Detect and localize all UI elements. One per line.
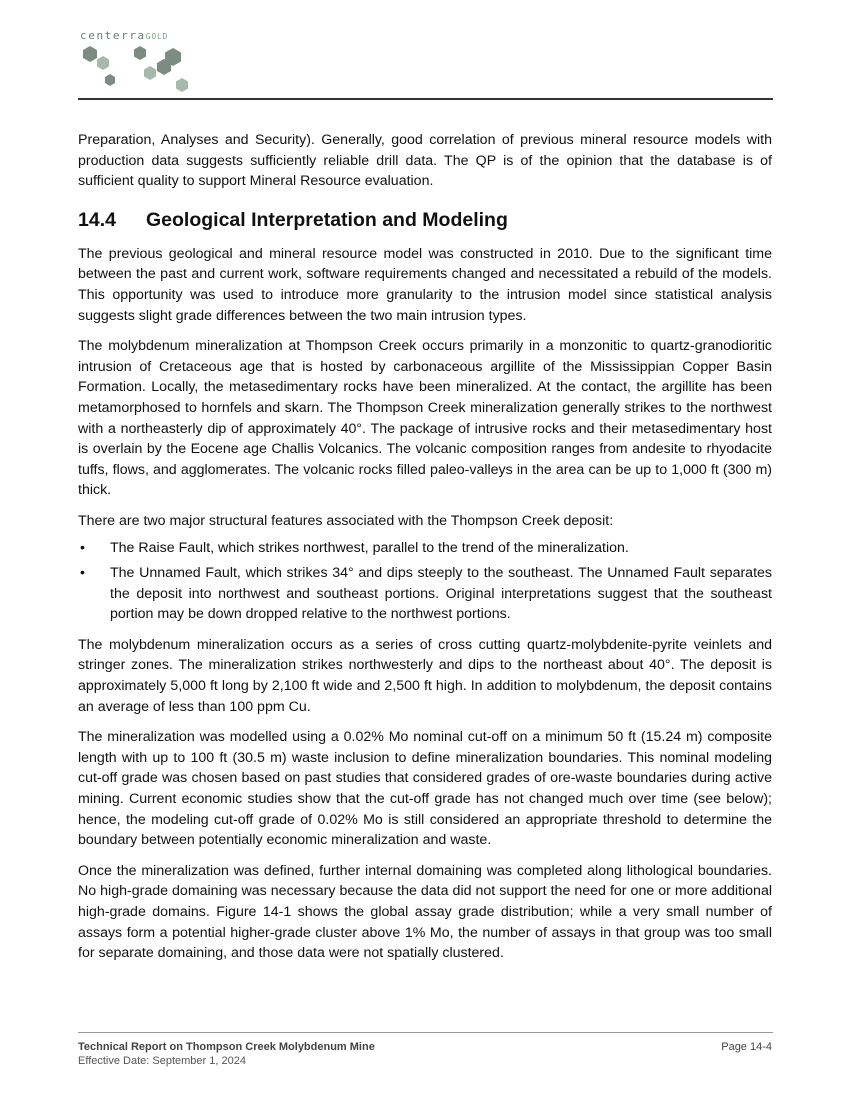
list-item [78, 563, 772, 625]
page-header [78, 28, 772, 100]
structural-features-list [78, 538, 772, 625]
logo-hex [176, 78, 188, 92]
document-body [78, 130, 772, 974]
page-footer [78, 1040, 772, 1068]
logo-hex [144, 66, 156, 80]
section-title: Geological Interpretation and Modeling [146, 208, 508, 231]
report-title: Technical Report on Thompson Creek Molybdenum Mine [78, 1041, 375, 1053]
footer-divider [78, 1032, 773, 1033]
logo-hex [83, 46, 97, 62]
logo-word: centerra [80, 29, 146, 42]
paragraph-veinlets: The molybdenum mineralization occurs as a series of cross cutting quartz-molybdenite-pyrite veinlets and stringer zones. The mineralization strikes northwesterly and dips to the northeast about 40°. The deposit is approximately 5,000 ft long by 2,100 ft wide and 2,500 ft high. In addition to molybdenum, the deposit contains an average of less than 100 ppm Cu. [78, 636, 772, 715]
list-item-text: The Unnamed Fault, which strikes 34° and dips steeply to the southeast. The Unnamed Fault separates the deposit into northwest and southeast portions. Original interpretations suggest that the southeast portion may be down dropped relative to the northwest portions. [110, 565, 772, 623]
list-item [78, 538, 772, 559]
logo-hexagon-icon [78, 44, 198, 94]
paragraph-cutoff: The mineralization was modelled using a 0.02% Mo nominal cut-off on a minimum 50 ft (15.24 m) composite length with up to 100 ft (30.5 m) waste inclusion to define mineralization boundaries. This nominal modeling cut-off grade was chosen based on past studies that considered grades of ore-waste boundaries during active mining. Current economic studies show that the cut-off grade has not changed much over time (see below); hence, the modeling cut-off grade of 0.02% Mo is still considered an appropriate threshold to determine the boundary between potentially economic mineralization and waste. [78, 729, 772, 849]
paragraph-structural-intro: There are two major structural features associated with the Thompson Creek deposit: [78, 512, 614, 529]
list-item-text: The Raise Fault, which strikes northwest, parallel to the trend of the mineralization. [110, 539, 629, 556]
page-number: Page 14-4 [721, 1041, 772, 1053]
header-divider [78, 98, 773, 100]
bullet-icon: • [80, 539, 85, 556]
paragraph-domaining: Once the mineralization was defined, further internal domaining was completed along lithological boundaries. No high-grade domaining was necessary because the data did not support the need for one or more additional high-grade domains. Figure 14-1 shows the global assay grade distribution; while a very small number of assays form a potential higher-grade cluster above 1% Mo, the number of assays in that group was too small for separate domaining, and those data were not spatially clustered. [78, 862, 772, 962]
logo-suffix: GOLD [145, 32, 169, 41]
logo-hex [105, 74, 115, 86]
logo-hex [134, 46, 146, 60]
section-heading [78, 208, 772, 232]
effective-date: Effective Date: September 1, 2024 [78, 1055, 246, 1067]
logo-hex [97, 56, 109, 70]
paragraph-model-history: The previous geological and mineral resource model was constructed in 2010. Due to the significant time between the past and current work, software requirements changed and necessitated a rebuild of the models. This opportunity was used to introduce more granularity to the intrusion model since statistical analysis suggests slight grade differences between the two main intrusion types. [78, 245, 772, 324]
intro-paragraph: Preparation, Analyses and Security). Generally, good correlation of previous mineral resource models with production data suggests sufficiently reliable drill data. The QP is of the opinion that the database is of sufficient quality to support Mineral Resource evaluation. [78, 132, 772, 190]
paragraph-mineralization-geology: The molybdenum mineralization at Thompson Creek occurs primarily in a monzonitic to quartz-granodioritic intrusion of Cretaceous age that is hosted by carbonaceous argillite of the Mississippian Copper Basin Formation. Locally, the metasedimentary rocks have been mineralized. At the contact, the argillite has been metamorphosed to hornfels and skarn. The Thompson Creek mineralization generally strikes to the northwest with a northeasterly dip of approximately 40°. The package of intrusive rocks and their metasedimentary host is overlain by the Eocene age Challis Volcanics. The volcanic composition ranges from andesite to rhyodacite tuffs, flows, and agglomerates. The volcanic rocks filled paleo-valleys in the area can be up to 1,000 ft (300 m) thick. [78, 338, 772, 499]
company-logo-wordmark [80, 29, 168, 42]
section-number: 14.4 [78, 208, 116, 231]
bullet-icon: • [80, 565, 85, 582]
